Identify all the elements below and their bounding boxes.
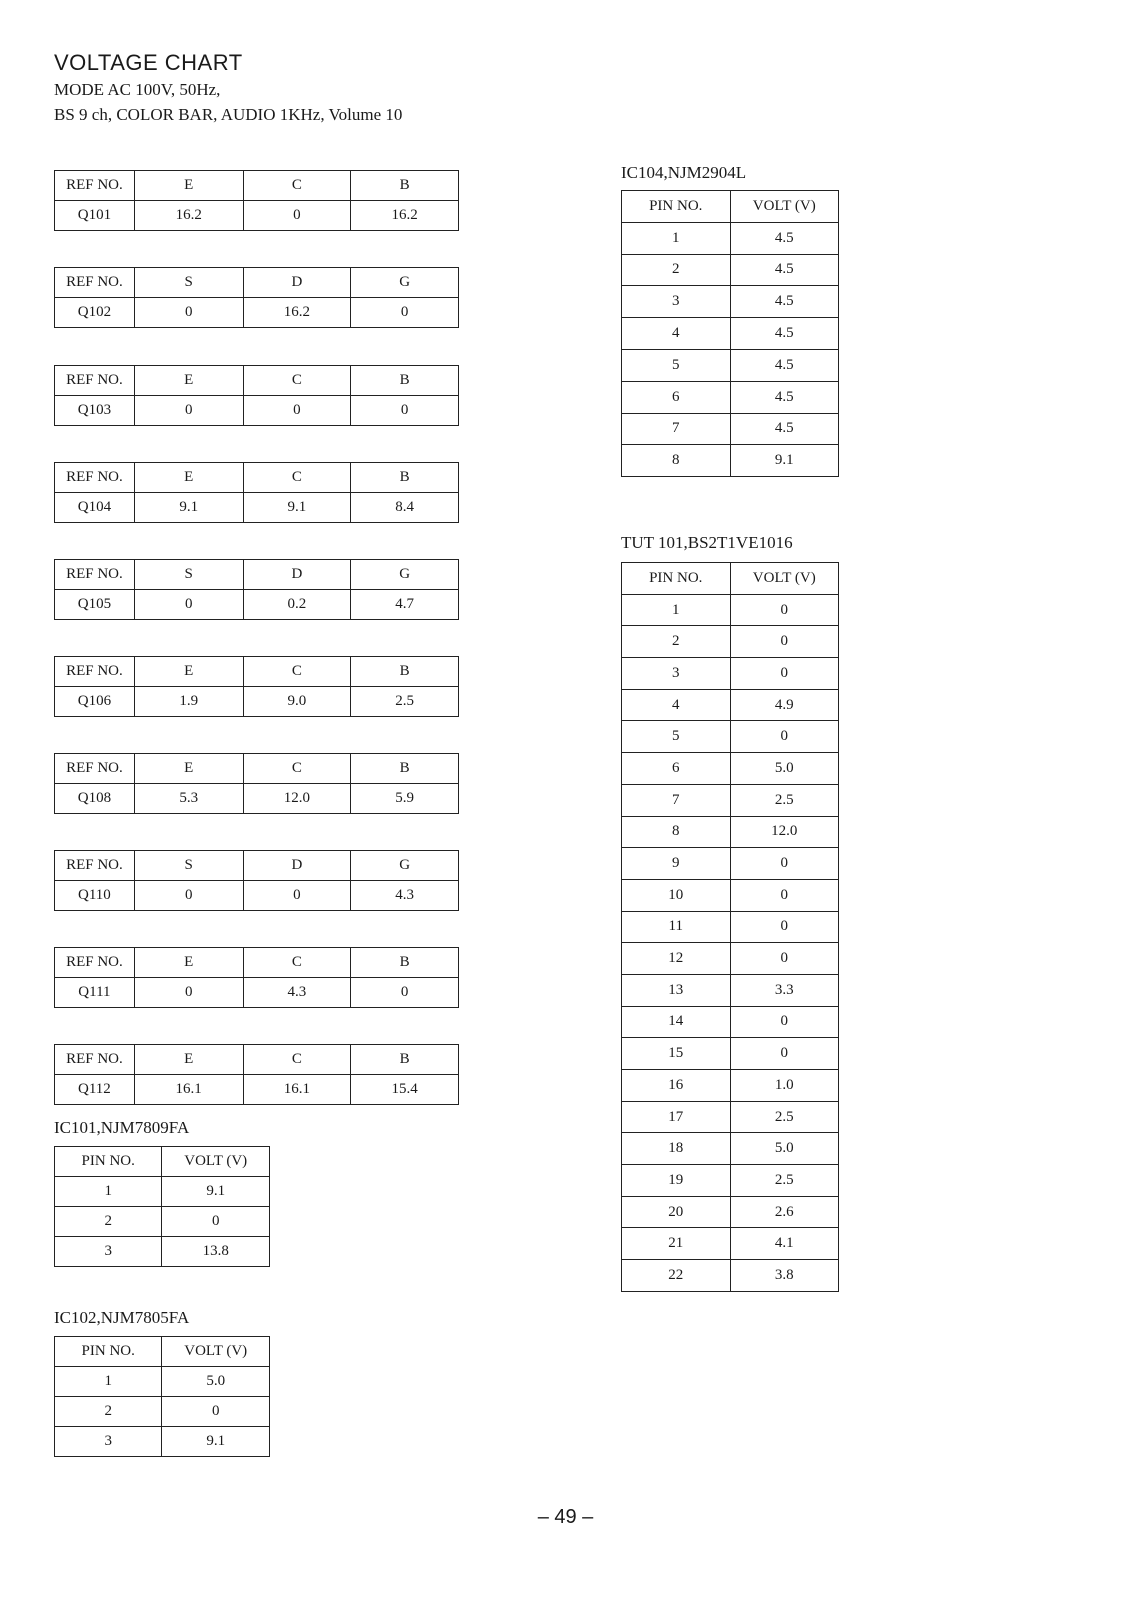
pin-voltage-cell: 0: [162, 1397, 270, 1427]
pin-number-cell: 2: [622, 254, 731, 286]
table-row: [622, 753, 839, 785]
volt-header: VOLT (V): [162, 1147, 270, 1177]
pin-voltage-cell: 4.5: [730, 349, 839, 381]
table-row: [622, 784, 839, 816]
voltage-cell: 16.2: [134, 201, 243, 231]
table-row: [55, 978, 459, 1008]
pin-voltage-cell: 2.6: [730, 1196, 839, 1228]
pin-voltage-cell: 2.5: [730, 1101, 839, 1133]
pin-number-cell: 4: [622, 689, 731, 721]
condition-line: BS 9 ch, COLOR BAR, AUDIO 1KHz, Volume 10: [54, 105, 403, 124]
table-header-row: [55, 366, 459, 396]
table-row: [622, 594, 839, 626]
pin-voltage-cell: 9.1: [730, 445, 839, 477]
pin-voltage-cell: 4.5: [730, 413, 839, 445]
ref-no-header: REF NO.: [55, 366, 135, 396]
table-header-row: [55, 560, 459, 590]
table-row: [622, 1101, 839, 1133]
voltage-cell: 12.0: [243, 784, 351, 814]
table-header-row: [55, 1337, 270, 1367]
table-row: [55, 881, 459, 911]
table-row: [55, 1177, 270, 1207]
terminal-header: C: [243, 754, 351, 784]
pin-number-cell: 3: [55, 1237, 162, 1267]
ref-no-cell: Q104: [55, 493, 135, 523]
terminal-header: B: [351, 948, 459, 978]
ref-no-cell: Q108: [55, 784, 135, 814]
terminal-header: G: [351, 851, 459, 881]
table-row: [622, 1228, 839, 1260]
ref-no-header: REF NO.: [55, 560, 135, 590]
voltage-cell: 16.2: [243, 298, 351, 328]
ref-no-cell: Q111: [55, 978, 135, 1008]
pin-voltage-cell: 2.5: [730, 1165, 839, 1197]
voltage-cell: 0: [351, 978, 459, 1008]
ic104-caption: IC104,NJM2904L: [621, 163, 747, 182]
terminal-header: E: [134, 366, 243, 396]
transistor-table-q101: [54, 170, 459, 231]
ref-no-cell: Q105: [55, 590, 135, 620]
ref-no-header: REF NO.: [55, 851, 135, 881]
table-row: [55, 1237, 270, 1267]
ic102-caption: IC102,NJM7805FA: [54, 1308, 190, 1327]
ref-no-cell: Q102: [55, 298, 135, 328]
table-header-row: [622, 191, 839, 223]
terminal-header: C: [243, 948, 351, 978]
pin-number-cell: 21: [622, 1228, 731, 1260]
voltage-cell: 8.4: [351, 493, 459, 523]
page-title: VOLTAGE CHART: [54, 50, 243, 75]
pin-voltage-cell: 9.1: [162, 1427, 270, 1457]
pin-no-header: PIN NO.: [55, 1337, 162, 1367]
pin-number-cell: 3: [55, 1427, 162, 1457]
transistor-table-q102: [54, 267, 459, 328]
pin-voltage-cell: 4.5: [730, 222, 839, 254]
pin-voltage-cell: 2.5: [730, 784, 839, 816]
tut101-table: [621, 562, 839, 1292]
ref-no-header: REF NO.: [55, 1045, 135, 1075]
pin-number-cell: 7: [622, 784, 731, 816]
pin-voltage-cell: 0: [730, 943, 839, 975]
table-row: [55, 1367, 270, 1397]
table-row: [622, 911, 839, 943]
pin-number-cell: 11: [622, 911, 731, 943]
ref-no-header: REF NO.: [55, 171, 135, 201]
pin-number-cell: 2: [55, 1397, 162, 1427]
table-row: [55, 1207, 270, 1237]
table-row: [622, 943, 839, 975]
transistor-table-q104: [54, 462, 459, 523]
pin-voltage-cell: 5.0: [730, 753, 839, 785]
pin-number-cell: 6: [622, 381, 731, 413]
pin-number-cell: 2: [622, 626, 731, 658]
voltage-cell: 0: [134, 590, 243, 620]
table-row: [622, 349, 839, 381]
terminal-header: E: [134, 1045, 243, 1075]
pin-voltage-cell: 4.1: [730, 1228, 839, 1260]
terminal-header: D: [243, 560, 351, 590]
voltage-cell: 0: [351, 298, 459, 328]
pin-number-cell: 16: [622, 1070, 731, 1102]
table-row: [55, 493, 459, 523]
transistor-table-q106: [54, 656, 459, 717]
pin-number-cell: 20: [622, 1196, 731, 1228]
pin-number-cell: 8: [622, 816, 731, 848]
table-row: [55, 396, 459, 426]
pin-voltage-cell: 0: [730, 626, 839, 658]
pin-voltage-cell: 0: [730, 721, 839, 753]
transistor-table-q111: [54, 947, 459, 1008]
pin-no-header: PIN NO.: [622, 191, 731, 223]
ref-no-cell: Q112: [55, 1075, 135, 1105]
pin-voltage-cell: 3.3: [730, 974, 839, 1006]
table-header-row: [622, 563, 839, 595]
terminal-header: B: [351, 366, 459, 396]
transistor-table-q105: [54, 559, 459, 620]
voltage-cell: 15.4: [351, 1075, 459, 1105]
voltage-cell: 0: [134, 396, 243, 426]
table-row: [55, 687, 459, 717]
ic101-caption: IC101,NJM7809FA: [54, 1118, 190, 1137]
table-row: [622, 318, 839, 350]
table-row: [622, 1260, 839, 1292]
mode-line: MODE AC 100V, 50Hz,: [54, 80, 221, 99]
page-number: – 49 –: [537, 1506, 594, 1528]
table-row: [55, 298, 459, 328]
pin-number-cell: 3: [622, 658, 731, 690]
pin-no-header: PIN NO.: [622, 563, 731, 595]
table-row: [622, 658, 839, 690]
pin-number-cell: 15: [622, 1038, 731, 1070]
table-row: [622, 445, 839, 477]
terminal-header: B: [351, 171, 459, 201]
pin-number-cell: 1: [622, 594, 731, 626]
terminal-header: C: [243, 366, 351, 396]
pin-number-cell: 8: [622, 445, 731, 477]
table-row: [622, 286, 839, 318]
voltage-cell: 5.3: [134, 784, 243, 814]
terminal-header: E: [134, 463, 243, 493]
pin-number-cell: 9: [622, 848, 731, 880]
pin-no-header: PIN NO.: [55, 1147, 162, 1177]
pin-number-cell: 6: [622, 753, 731, 785]
transistor-table-q108: [54, 753, 459, 814]
pin-voltage-cell: 4.5: [730, 286, 839, 318]
pin-voltage-cell: 5.0: [730, 1133, 839, 1165]
pin-number-cell: 19: [622, 1165, 731, 1197]
voltage-cell: 16.2: [351, 201, 459, 231]
table-header-row: [55, 171, 459, 201]
table-row: [55, 201, 459, 231]
table-row: [622, 816, 839, 848]
pin-voltage-cell: 4.9: [730, 689, 839, 721]
table-header-row: [55, 754, 459, 784]
table-row: [622, 689, 839, 721]
voltage-cell: 0: [134, 298, 243, 328]
voltage-cell: 2.5: [351, 687, 459, 717]
ic101-table: [54, 1146, 270, 1267]
pin-voltage-cell: 0: [730, 594, 839, 626]
pin-voltage-cell: 0: [162, 1207, 270, 1237]
pin-number-cell: 7: [622, 413, 731, 445]
voltage-cell: 0: [134, 978, 243, 1008]
terminal-header: C: [243, 171, 351, 201]
table-row: [622, 974, 839, 1006]
voltage-cell: 5.9: [351, 784, 459, 814]
table-header-row: [55, 657, 459, 687]
voltage-cell: 4.3: [243, 978, 351, 1008]
ref-no-header: REF NO.: [55, 657, 135, 687]
terminal-header: S: [134, 560, 243, 590]
terminal-header: S: [134, 268, 243, 298]
voltage-cell: 4.3: [351, 881, 459, 911]
table-row: [622, 721, 839, 753]
table-row: [622, 1070, 839, 1102]
pin-number-cell: 13: [622, 974, 731, 1006]
pin-number-cell: 5: [622, 349, 731, 381]
pin-number-cell: 5: [622, 721, 731, 753]
pin-voltage-cell: 5.0: [162, 1367, 270, 1397]
table-row: [55, 590, 459, 620]
voltage-cell: 0: [351, 396, 459, 426]
table-row: [622, 413, 839, 445]
pin-number-cell: 22: [622, 1260, 731, 1292]
pin-voltage-cell: 4.5: [730, 254, 839, 286]
terminal-header: S: [134, 851, 243, 881]
voltage-cell: 16.1: [243, 1075, 351, 1105]
voltage-cell: 0: [134, 881, 243, 911]
terminal-header: E: [134, 171, 243, 201]
pin-voltage-cell: 12.0: [730, 816, 839, 848]
table-row: [622, 879, 839, 911]
pin-voltage-cell: 9.1: [162, 1177, 270, 1207]
transistor-table-q103: [54, 365, 459, 426]
terminal-header: B: [351, 463, 459, 493]
terminal-header: B: [351, 754, 459, 784]
table-header-row: [55, 851, 459, 881]
table-header-row: [55, 268, 459, 298]
voltage-cell: 0.2: [243, 590, 351, 620]
table-row: [622, 381, 839, 413]
table-header-row: [55, 1045, 459, 1075]
pin-number-cell: 10: [622, 879, 731, 911]
table-row: [55, 784, 459, 814]
table-row: [622, 1133, 839, 1165]
table-header-row: [55, 1147, 270, 1177]
table-row: [622, 222, 839, 254]
terminal-header: C: [243, 463, 351, 493]
table-row: [55, 1397, 270, 1427]
voltage-cell: 0: [243, 396, 351, 426]
pin-voltage-cell: 0: [730, 658, 839, 690]
table-row: [622, 848, 839, 880]
table-row: [622, 1006, 839, 1038]
terminal-header: B: [351, 1045, 459, 1075]
pin-voltage-cell: 0: [730, 911, 839, 943]
pin-voltage-cell: 0: [730, 1038, 839, 1070]
terminal-header: E: [134, 948, 243, 978]
pin-voltage-cell: 0: [730, 879, 839, 911]
terminal-header: G: [351, 560, 459, 590]
voltage-cell: 1.9: [134, 687, 243, 717]
pin-number-cell: 1: [55, 1177, 162, 1207]
voltage-cell: 9.1: [243, 493, 351, 523]
ref-no-cell: Q101: [55, 201, 135, 231]
terminal-header: G: [351, 268, 459, 298]
table-row: [55, 1427, 270, 1457]
table-row: [622, 1165, 839, 1197]
ref-no-header: REF NO.: [55, 948, 135, 978]
pin-number-cell: 2: [55, 1207, 162, 1237]
ref-no-cell: Q103: [55, 396, 135, 426]
pin-number-cell: 4: [622, 318, 731, 350]
voltage-cell: 16.1: [134, 1075, 243, 1105]
pin-number-cell: 18: [622, 1133, 731, 1165]
pin-number-cell: 1: [55, 1367, 162, 1397]
ref-no-cell: Q110: [55, 881, 135, 911]
table-row: [622, 1038, 839, 1070]
ic104-table: [621, 190, 839, 477]
table-row: [55, 1075, 459, 1105]
pin-number-cell: 1: [622, 222, 731, 254]
tut101-caption: TUT 101,BS2T1VE1016: [621, 533, 793, 552]
transistor-table-q110: [54, 850, 459, 911]
voltage-cell: 0: [243, 201, 351, 231]
terminal-header: C: [243, 1045, 351, 1075]
pin-voltage-cell: 0: [730, 848, 839, 880]
terminal-header: D: [243, 268, 351, 298]
ref-no-header: REF NO.: [55, 463, 135, 493]
pin-number-cell: 14: [622, 1006, 731, 1038]
terminal-header: D: [243, 851, 351, 881]
pin-voltage-cell: 1.0: [730, 1070, 839, 1102]
pin-voltage-cell: 0: [730, 1006, 839, 1038]
table-row: [622, 1196, 839, 1228]
volt-header: VOLT (V): [730, 191, 839, 223]
voltage-cell: 4.7: [351, 590, 459, 620]
ref-no-cell: Q106: [55, 687, 135, 717]
pin-number-cell: 17: [622, 1101, 731, 1133]
ref-no-header: REF NO.: [55, 754, 135, 784]
voltage-cell: 9.1: [134, 493, 243, 523]
table-header-row: [55, 948, 459, 978]
terminal-header: C: [243, 657, 351, 687]
pin-voltage-cell: 4.5: [730, 381, 839, 413]
volt-header: VOLT (V): [730, 563, 839, 595]
table-row: [622, 254, 839, 286]
table-row: [622, 626, 839, 658]
pin-voltage-cell: 13.8: [162, 1237, 270, 1267]
terminal-header: E: [134, 657, 243, 687]
ref-no-header: REF NO.: [55, 268, 135, 298]
voltage-cell: 9.0: [243, 687, 351, 717]
pin-voltage-cell: 4.5: [730, 318, 839, 350]
pin-voltage-cell: 3.8: [730, 1260, 839, 1292]
table-header-row: [55, 463, 459, 493]
terminal-header: B: [351, 657, 459, 687]
pin-number-cell: 12: [622, 943, 731, 975]
voltage-cell: 0: [243, 881, 351, 911]
ic102-table: [54, 1336, 270, 1457]
volt-header: VOLT (V): [162, 1337, 270, 1367]
pin-number-cell: 3: [622, 286, 731, 318]
terminal-header: E: [134, 754, 243, 784]
transistor-table-q112: [54, 1044, 459, 1105]
